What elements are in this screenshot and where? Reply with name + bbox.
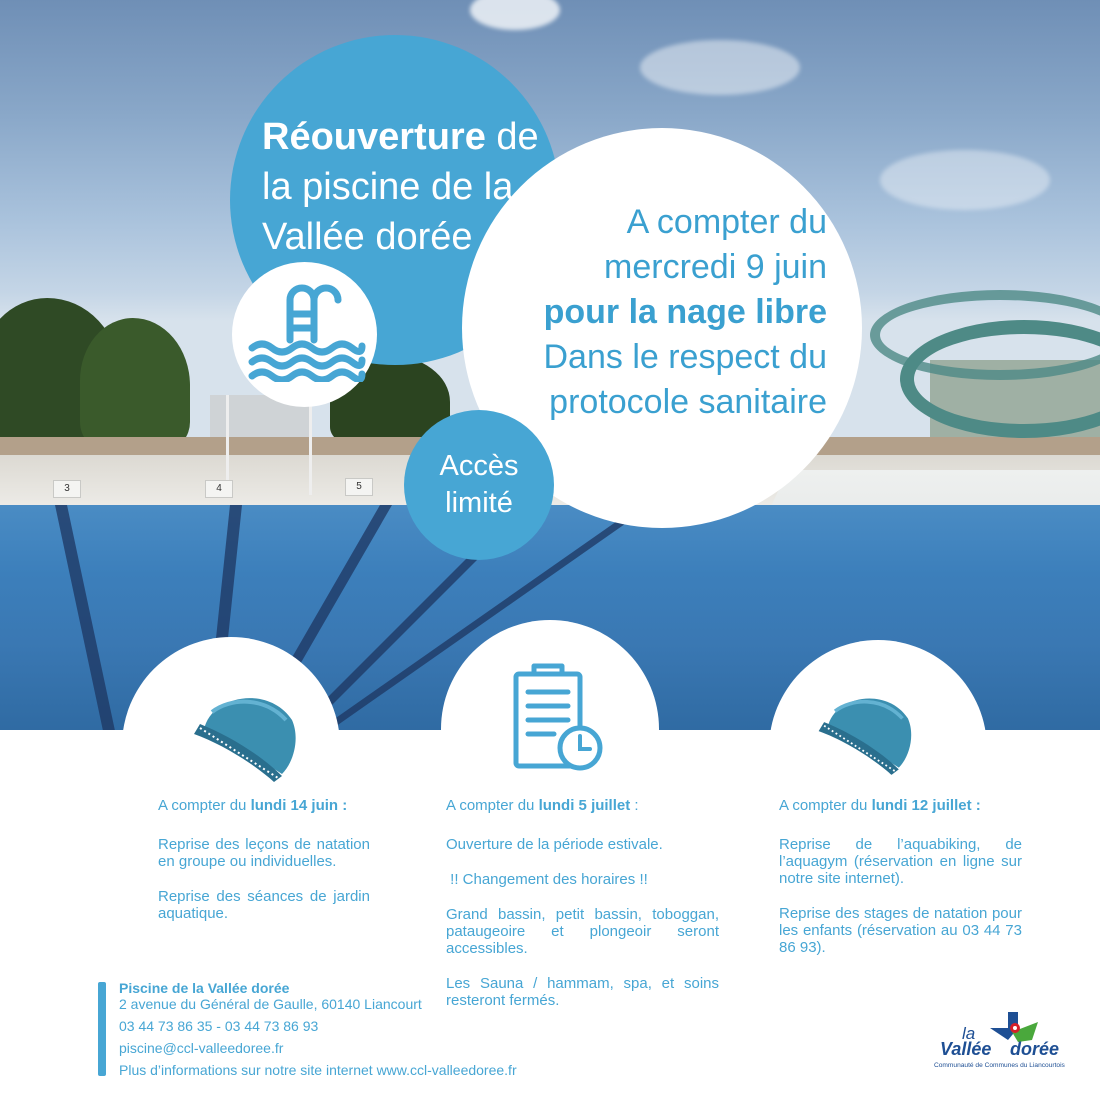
swim-cap-icon — [815, 690, 917, 776]
swimming-pool-ladder-icon — [244, 282, 366, 382]
column-2-head-bold: lundi 5 juillet — [538, 797, 631, 814]
column-3-head-bold: lundi 12 juillet : — [871, 797, 981, 814]
announcement-line5: protocole sanitaire — [549, 383, 827, 421]
headline-line3: Vallée dorée — [262, 216, 473, 258]
column-2-heading — [446, 797, 719, 814]
contact-website[interactable]: Plus d’informations sur notre site internet www.ccl-valleedoree.fr — [119, 1062, 517, 1078]
swim-cap-icon — [190, 690, 302, 782]
starting-block-3: 3 — [53, 480, 81, 498]
contact-phones: 03 44 73 86 35 - 03 44 73 86 93 — [119, 1018, 319, 1034]
column-2-paragraph: !! Changement des horaires !! — [446, 871, 648, 888]
logo-vallee: Vallée — [940, 1039, 992, 1059]
column-1-head-bold: lundi 14 juin : — [250, 797, 348, 814]
column-2-paragraph: Ouverture de la période estivale. — [446, 836, 663, 853]
clipboard-clock-icon — [508, 660, 608, 774]
access-line1: Accès — [439, 450, 519, 482]
announcement-line2: mercredi 9 juin — [604, 248, 827, 286]
schedule-column-3 — [779, 797, 1022, 974]
starting-block-5: 5 — [345, 478, 373, 496]
column-2-paragraph: Grand bassin, petit bassin, toboggan, pataugeoire et plongeoir seront accessibles. — [446, 906, 719, 957]
column-2-paragraph: Les Sauna / hammam, spa, et soins resteront fermés. — [446, 975, 719, 1009]
headline-line1-rest: de — [485, 116, 539, 158]
access-text — [404, 448, 554, 522]
announcement-line3: pour la nage libre — [543, 293, 827, 331]
column-2-head-suffix: : — [630, 797, 639, 814]
contact-accent-bar — [98, 982, 106, 1076]
column-1-head-prefix: A compter du — [158, 797, 251, 814]
logo-la: la — [962, 1024, 976, 1043]
announcement-line4: Dans le respect du — [543, 338, 827, 376]
announcement — [485, 200, 827, 425]
column-3-heading — [779, 797, 1022, 814]
column-1-paragraph: Reprise des leçons de natation en groupe ou individuelles. — [158, 836, 370, 870]
column-3-head-prefix: A compter du — [779, 797, 872, 814]
column-1-paragraph: Reprise des séances de jardin aquatique. — [158, 888, 370, 922]
schedule-column-1 — [158, 797, 370, 940]
column-3-paragraph: Reprise de l’aquabiking, de l’aquagym (réservation en ligne sur notre site internet). — [779, 836, 1022, 887]
logo-subtitle: Communauté de Communes du Liancourtois — [934, 1062, 1065, 1069]
contact-address: 2 avenue du Général de Gaulle, 60140 Liancourt — [119, 996, 422, 1012]
headline-bold: Réouverture — [262, 116, 486, 158]
la-vallee-doree-logo — [928, 1010, 1078, 1080]
access-line2: limité — [445, 487, 513, 519]
logo-doree: dorée — [1010, 1039, 1060, 1059]
column-3-paragraph: Reprise des stages de natation pour les enfants (réservation au 03 44 73 86 93). — [779, 905, 1022, 956]
starting-block-4: 4 — [205, 480, 233, 498]
announcement-line1: A compter du — [626, 203, 827, 241]
headline-line2: la piscine de la — [262, 166, 514, 208]
contact-name: Piscine de la Vallée dorée — [119, 980, 290, 996]
contact-block — [119, 980, 539, 1078]
contact-email[interactable]: piscine@ccl-valleedoree.fr — [119, 1040, 284, 1056]
column-2-head-prefix: A compter du — [446, 797, 539, 814]
column-1-heading — [158, 797, 370, 814]
